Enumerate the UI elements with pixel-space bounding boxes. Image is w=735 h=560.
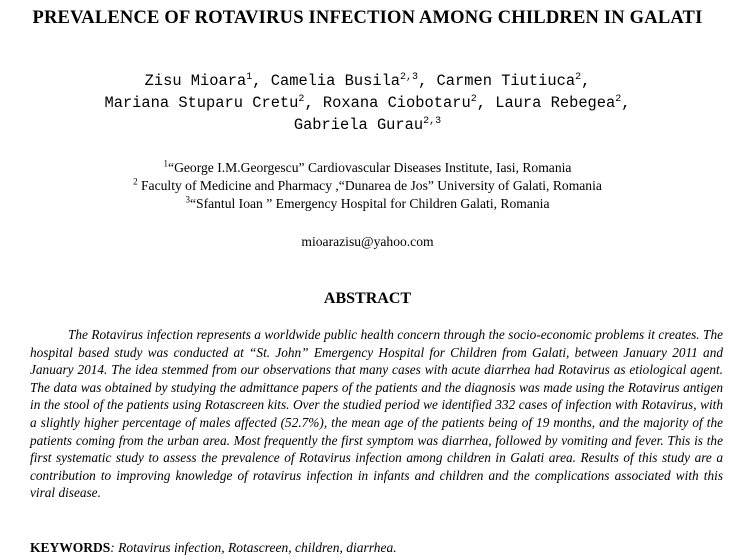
author-affil-sup: 2	[298, 93, 305, 105]
affiliation-number: 3	[185, 194, 190, 205]
author-separator: ,	[304, 94, 323, 112]
author-name: Roxana Ciobotaru	[322, 94, 471, 112]
author-line-2	[0, 92, 735, 114]
author-name: Zisu Mioara	[144, 72, 247, 90]
author-line-1	[0, 70, 735, 92]
keywords-line	[30, 540, 723, 556]
author-affil-sup: 2	[615, 93, 622, 105]
keywords-label: KEYWORDS	[30, 540, 111, 555]
affiliation-text: Faculty of Medicine and Pharmacy ,“Dunarea de Jos” University of Galati, Romania	[137, 178, 602, 193]
author-name: Carmen Tiutiuca	[436, 72, 576, 90]
author-affil-sup: 1	[246, 71, 253, 83]
author-name: Camelia Busila	[270, 72, 401, 90]
abstract-heading: ABSTRACT	[323, 290, 412, 307]
affiliation-text: “Sfantul Ioan ” Emergency Hospital for Children Galati, Romania	[189, 196, 550, 211]
affiliation-item	[0, 159, 735, 177]
affiliation-item	[0, 177, 735, 195]
affiliation-number: 2	[133, 176, 138, 187]
author-name: Gabriela Gurau	[293, 116, 424, 134]
author-name: Mariana Stuparu Cretu	[104, 94, 299, 112]
author-separator: ,	[476, 94, 496, 112]
affiliation-item	[0, 195, 735, 213]
author-list	[0, 70, 735, 136]
author-separator: ,	[418, 72, 437, 90]
contact-email: mioarazisu@yahoo.com	[301, 234, 434, 249]
abstract-body: The Rotavirus infection represents a worldwide public health concern through the socio-economic problems it creates. The hospital based study was conducted at “St. John” Emergency Hospital for Children from Galati, between January 2011 and January 2014. The idea stemmed from our observations that many cases with acute diarrhea had Rotavirus as etiological agent. The data was obtained by studying the admittance papers of the patients and the diagnosis was made using the Rotavirus antigen in the stool of the patients using Rotascreen kits. Over the studied period we identified 332 cases of infection with Rotavirus, with a slightly higher percentage of males affected (52.7%), the mean age of the patients being of 19 months, and the majority of the patients coming from the urban area. Most frequently the first symptom was diarrhea, followed by vomiting and fever. This is the first systematic study to assess the prevalence of Rotavirus infection among children in Galati area. Results of this study are a contribution to improving knowledge of rotavirus infection in infants and children and the complications associated with this viral disease.	[30, 327, 723, 501]
author-separator: ,	[252, 72, 271, 90]
author-line-3	[0, 114, 735, 136]
author-separator: ,	[621, 94, 631, 112]
affiliation-list	[0, 159, 735, 213]
author-affil-sup: 2,3	[423, 115, 442, 127]
paper-title: PREVALENCE OF ROTAVIRUS INFECTION AMONG CHILDREN IN GALATI	[32, 8, 703, 28]
affiliation-text: “George I.M.Georgescu” Cardiovascular Diseases Institute, Iasi, Romania	[168, 160, 572, 175]
author-affil-sup: 2	[470, 93, 477, 105]
keywords-separator: :	[110, 540, 119, 555]
author-affil-sup: 2	[575, 71, 582, 83]
author-separator: ,	[581, 72, 591, 90]
keywords-text: Rotavirus infection, Rotascreen, children, diarrhea.	[118, 540, 397, 555]
affiliation-number: 1	[163, 158, 169, 169]
author-affil-sup: 2,3	[400, 71, 419, 83]
author-name: Laura Rebegea	[495, 94, 616, 112]
